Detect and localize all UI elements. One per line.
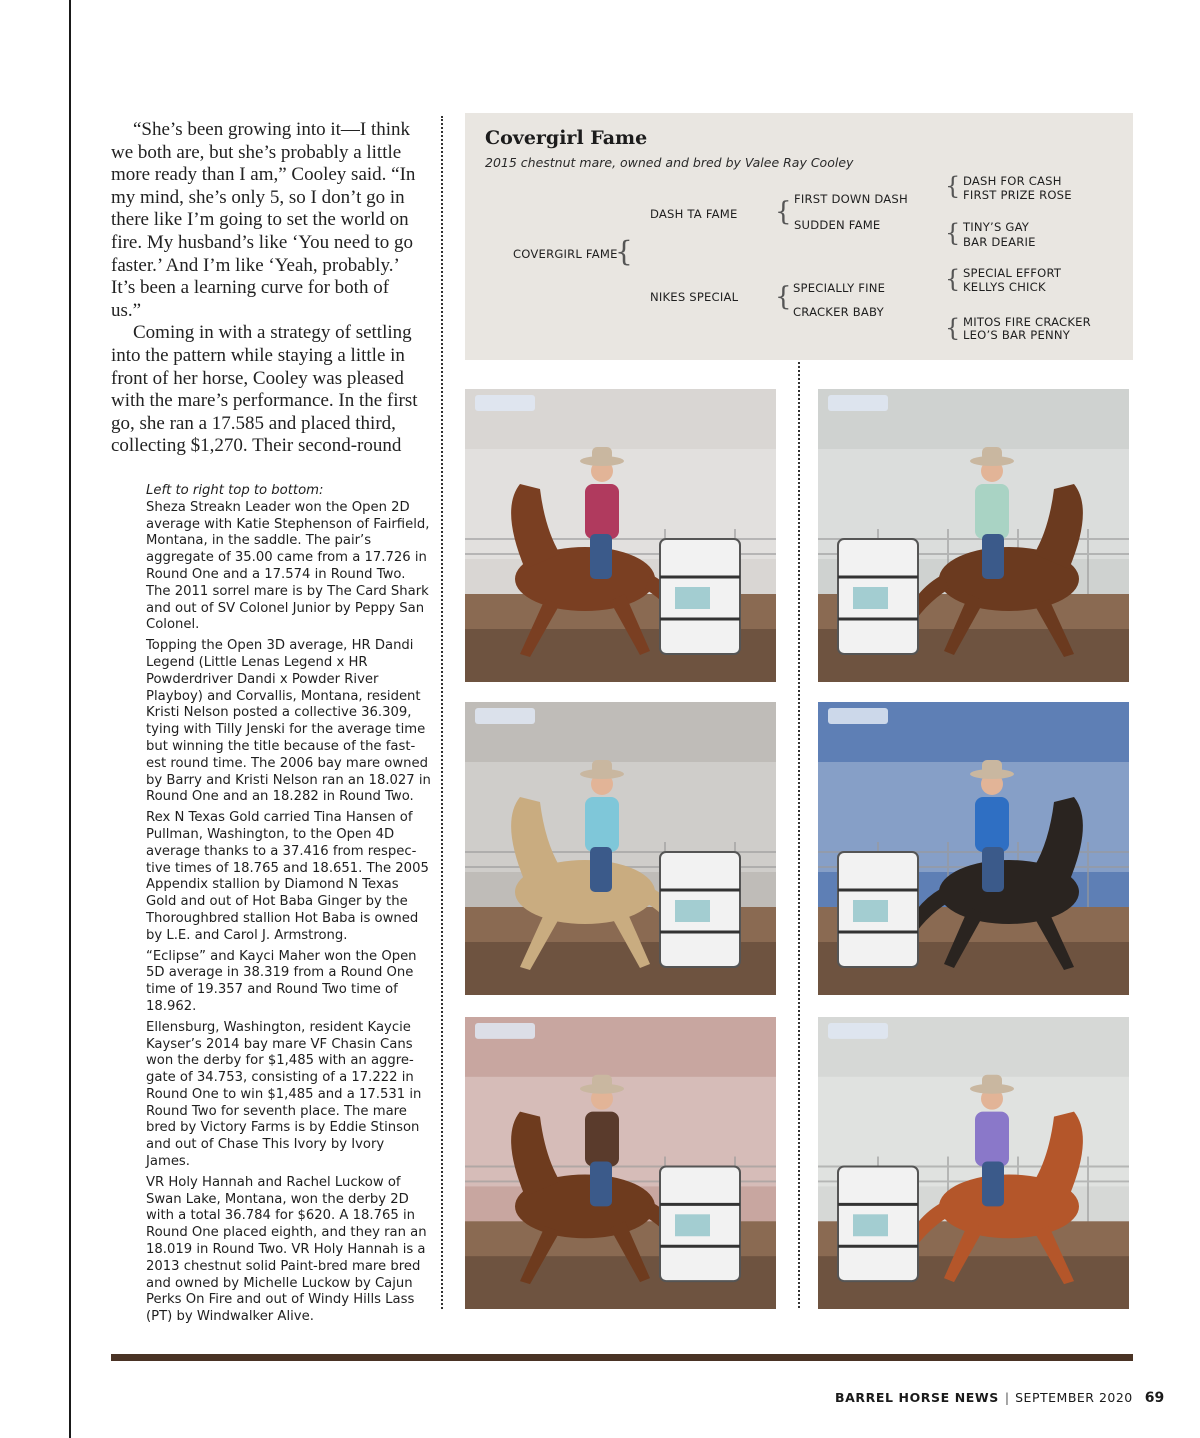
pedigree-subtitle: 2015 chestnut mare, owned and bred by Valee Ray Cooley (485, 155, 854, 170)
footer-rule (111, 1354, 1133, 1361)
caption-paragraph: VR Holy Hannah and Rachel Luckow of Swan Lake, Montana, won the derby 2D with a total 36.784 for $620. A 18.765 in Round One placed eighth, and they ran an 18.019 in Round Two. VR Holy Hannah is a 2013 chestnut solid Paint-bred mare bred and owned by Michelle Luckow by Cajun Perks On Fire and out of Windy Hills Lass (PT) by Windwalker Alive. (146, 1174, 427, 1325)
photo-eclipse-art (818, 702, 1129, 995)
pedigree-g4: LEO’S BAR PENNY (963, 328, 1071, 342)
caption-paragraph: Topping the Open 3D average, HR Dandi Legend (Little Lenas Legend x HR Powderdriver Dandi x Powder River Playboy) and Corvallis, Montana, resident Kristi Nelson posted a collective 36.309, tying with Tilly Jenski for the average time but winning the title because of the fast-est round time. The 2006 bay mare owned by Barry and Kristi Nelson ran an 18.027 in Round One and an 18.282 in Round Two. (146, 638, 431, 805)
brace-icon: { (775, 197, 792, 227)
caption-paragraph: “Eclipse” and Kayci Maher won the Open 5D average in 38.319 from a Round One time of 19.357 and Round Two time of 18.962. (146, 948, 417, 1014)
photo-eclipse (818, 702, 1129, 995)
photo-vf-chasin-cans-art (465, 1017, 776, 1309)
photo-hr-dandi-legend-art (818, 389, 1129, 682)
brace-icon: { (615, 235, 633, 268)
photo-hr-dandi-legend (818, 389, 1129, 682)
body-paragraph: Coming in with a strategy of settling into the pattern while staying a little in front of her horse, Cooley was pleased with the mare’s performance. In the first go, she ran a 17.585 and placed third, collecting $1,270. Their second-round (111, 322, 418, 457)
page-footer (835, 1390, 1164, 1406)
photo-sheza-streakn-leader-art (465, 389, 776, 682)
caption-paragraph: Sheza Streakn Leader won the Open 2D average with Katie Stephenson of Fairfield, Montana, in the saddle. The pair’s aggregate of 35.00 came from a 17.726 in Round One and a 17.574 in Round Two. The 2011 sorrel mare is by The Card Shark and out of SV Colonel Junior by Peppy San Colonel. (146, 499, 430, 633)
pedigree-g4: DASH FOR CASH (963, 174, 1062, 188)
article-body (111, 119, 421, 458)
issue-date: SEPTEMBER 2020 (1015, 1390, 1133, 1405)
pedigree-dam-dam: CRACKER BABY (793, 305, 884, 319)
brace-icon: { (945, 265, 961, 293)
brace-icon: { (775, 282, 792, 312)
page-number: 69 (1144, 1390, 1165, 1406)
photo-vf-chasin-cans (465, 1017, 776, 1309)
photo-vr-holy-hannah-art (818, 1017, 1129, 1309)
page-margin-rule (69, 0, 71, 1438)
pedigree-sire-sire: FIRST DOWN DASH (794, 192, 908, 206)
pedigree-g4: MITOS FIRE CRACKER (963, 315, 1091, 329)
pedigree-g4: FIRST PRIZE ROSE (963, 188, 1072, 202)
pedigree-dam: NIKES SPECIAL (650, 290, 739, 304)
photo-vr-holy-hannah (818, 1017, 1129, 1309)
caption-heading: Left to right top to bottom: (146, 483, 324, 498)
pedigree-box (465, 113, 1133, 360)
body-paragraph: “She’s been growing into it—I think we both are, but she’s probably a little more ready than I am,” Cooley said. “In my mind, she’s only 5, so I don’t go in there like I’m going to set the world on fire. My husband’s like ‘You need to go faster.’ And I’m like ‘Yeah, probably.’ It’s been a learning curve for both of us.” (111, 119, 416, 321)
caption-paragraph: Ellensburg, Washington, resident Kaycie Kayser’s 2014 bay mare VF Chasin Cans won the derby for $1,485 with an aggre-gate of 34.753, consisting of a 17.222 in Round One to win $1,485 and a 17.531 in Round Two for seventh place. The mare bred by Victory Farms is by Eddie Stinson and out of Chase This Ivory by Ivory James. (146, 1019, 422, 1170)
photo-rex-n-texas-gold-art (465, 702, 776, 995)
publication-name: BARREL HORSE NEWS (835, 1390, 999, 1405)
pedigree-g4: BAR DEARIE (963, 235, 1036, 249)
pedigree-title: Covergirl Fame (485, 127, 648, 149)
pedigree-sire-dam: SUDDEN FAME (794, 218, 881, 232)
footer-separator: | (1004, 1390, 1010, 1405)
photo-caption (146, 483, 432, 1330)
pedigree-g4: TINY’S GAY (963, 220, 1030, 234)
photo-rex-n-texas-gold (465, 702, 776, 995)
pedigree-g4: KELLYS CHICK (963, 280, 1046, 294)
brace-icon: { (945, 172, 961, 200)
caption-paragraph: Rex N Texas Gold carried Tina Hansen of Pullman, Washington, to the Open 4D average thanks to a 37.416 from respec-tive times of 18.765 and 18.651. The 2005 Appendix stallion by Diamond N Texas Gold and out of Hot Baba Ginger by the Thoroughbred stallion Hot Baba is owned by L.E. and Carol J. Armstrong. (146, 810, 429, 943)
brace-icon: { (945, 219, 961, 247)
pedigree-dam-sire: SPECIALLY FINE (793, 281, 886, 295)
photo-sheza-streakn-leader (465, 389, 776, 682)
pedigree-g4: SPECIAL EFFORT (963, 266, 1062, 280)
column-divider (441, 116, 443, 1309)
pedigree-sire: DASH TA FAME (650, 207, 738, 221)
brace-icon: { (945, 314, 961, 342)
photo-divider (798, 362, 800, 1308)
pedigree-subject: COVERGIRL FAME (513, 247, 618, 261)
